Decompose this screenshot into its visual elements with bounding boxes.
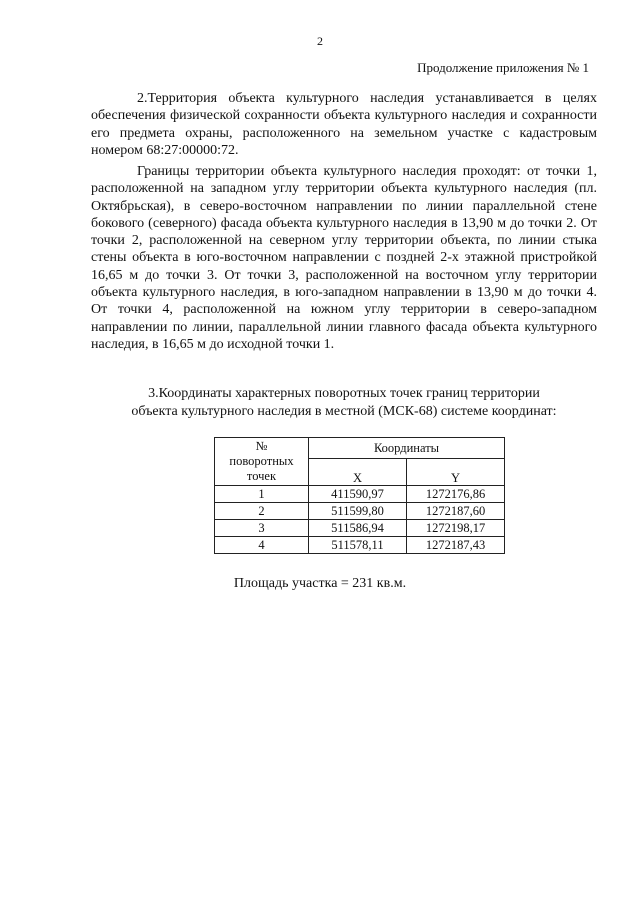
cell-y: 1272198,17 — [407, 520, 505, 537]
paragraph-territory-boundaries: Границы территории объекта культурного наследия проходят: от точки 1, расположенной на западном углу территории объекта культурного наследия (пл. Октябрьская), в северо-восточном направлении по линии параллельной стене бокового (северного) фасада объекта культурного наследия в 13,90 м до точки 2. От точки 2, расположенной на северном углу территории объекта, по линии стыка стены объекта в юго-восточном направлении с поздней 2-х этажной пристройкой 16,65 м до точки 3. От точки 3, расположенной на восточном углу территории объекта культурного наследия, в юго-западном направлении в 13,90 м до точки 4. От точки 4, расположенной на южном углу территории в северо-западном направлении по линии, параллельной линии главного фасада объекта культурного наследия, в 16,65 м до исходной точки 1. — [91, 164, 597, 352]
area-statement: Площадь участка = 231 кв.м. — [233, 576, 407, 591]
cell-y: 1272187,60 — [407, 503, 505, 520]
cell-x: 511578,11 — [309, 537, 407, 554]
header-coordinates: Координаты — [309, 438, 505, 459]
cell-x: 411590,97 — [309, 486, 407, 503]
cell-x: 511586,94 — [309, 520, 407, 537]
cell-point-number: 2 — [215, 503, 309, 520]
paragraph-territory-purpose: 2.Территория объекта культурного наследия устанавливается в целях обеспечения физической сохранности объекта культурного наследия и сохранности его предмета охраны, расположенного на земельном участке с кадастровым номером 68:27:00000:72. — [91, 91, 597, 158]
cell-y: 1272176,86 — [407, 486, 505, 503]
header-x: X — [309, 459, 407, 486]
header-point-number-line-2: поворотных — [229, 454, 294, 468]
table-row — [215, 537, 505, 554]
coordinates-heading — [91, 385, 597, 420]
cell-x: 511599,80 — [309, 503, 407, 520]
header-y: Y — [407, 459, 505, 486]
header-point-number-line-1: № — [255, 439, 268, 453]
coordinates-heading-line-2: объекта культурного наследия в местной (МСК-68) системе координат: — [131, 403, 557, 419]
table-row — [215, 503, 505, 520]
table-row — [215, 486, 505, 503]
coordinates-heading-line-1: 3.Координаты характерных поворотных точек границ территории — [148, 386, 540, 401]
header-point-number-line-3: точек — [246, 469, 277, 483]
cell-point-number: 3 — [215, 520, 309, 537]
header-point-number — [215, 438, 309, 486]
appendix-continuation-note: Продолжение приложения № 1 — [417, 60, 589, 75]
cell-point-number: 4 — [215, 537, 309, 554]
table-row — [215, 520, 505, 537]
coordinates-table — [214, 437, 505, 554]
cell-y: 1272187,43 — [407, 537, 505, 554]
page-number: 2 — [317, 34, 323, 48]
cell-point-number: 1 — [215, 486, 309, 503]
